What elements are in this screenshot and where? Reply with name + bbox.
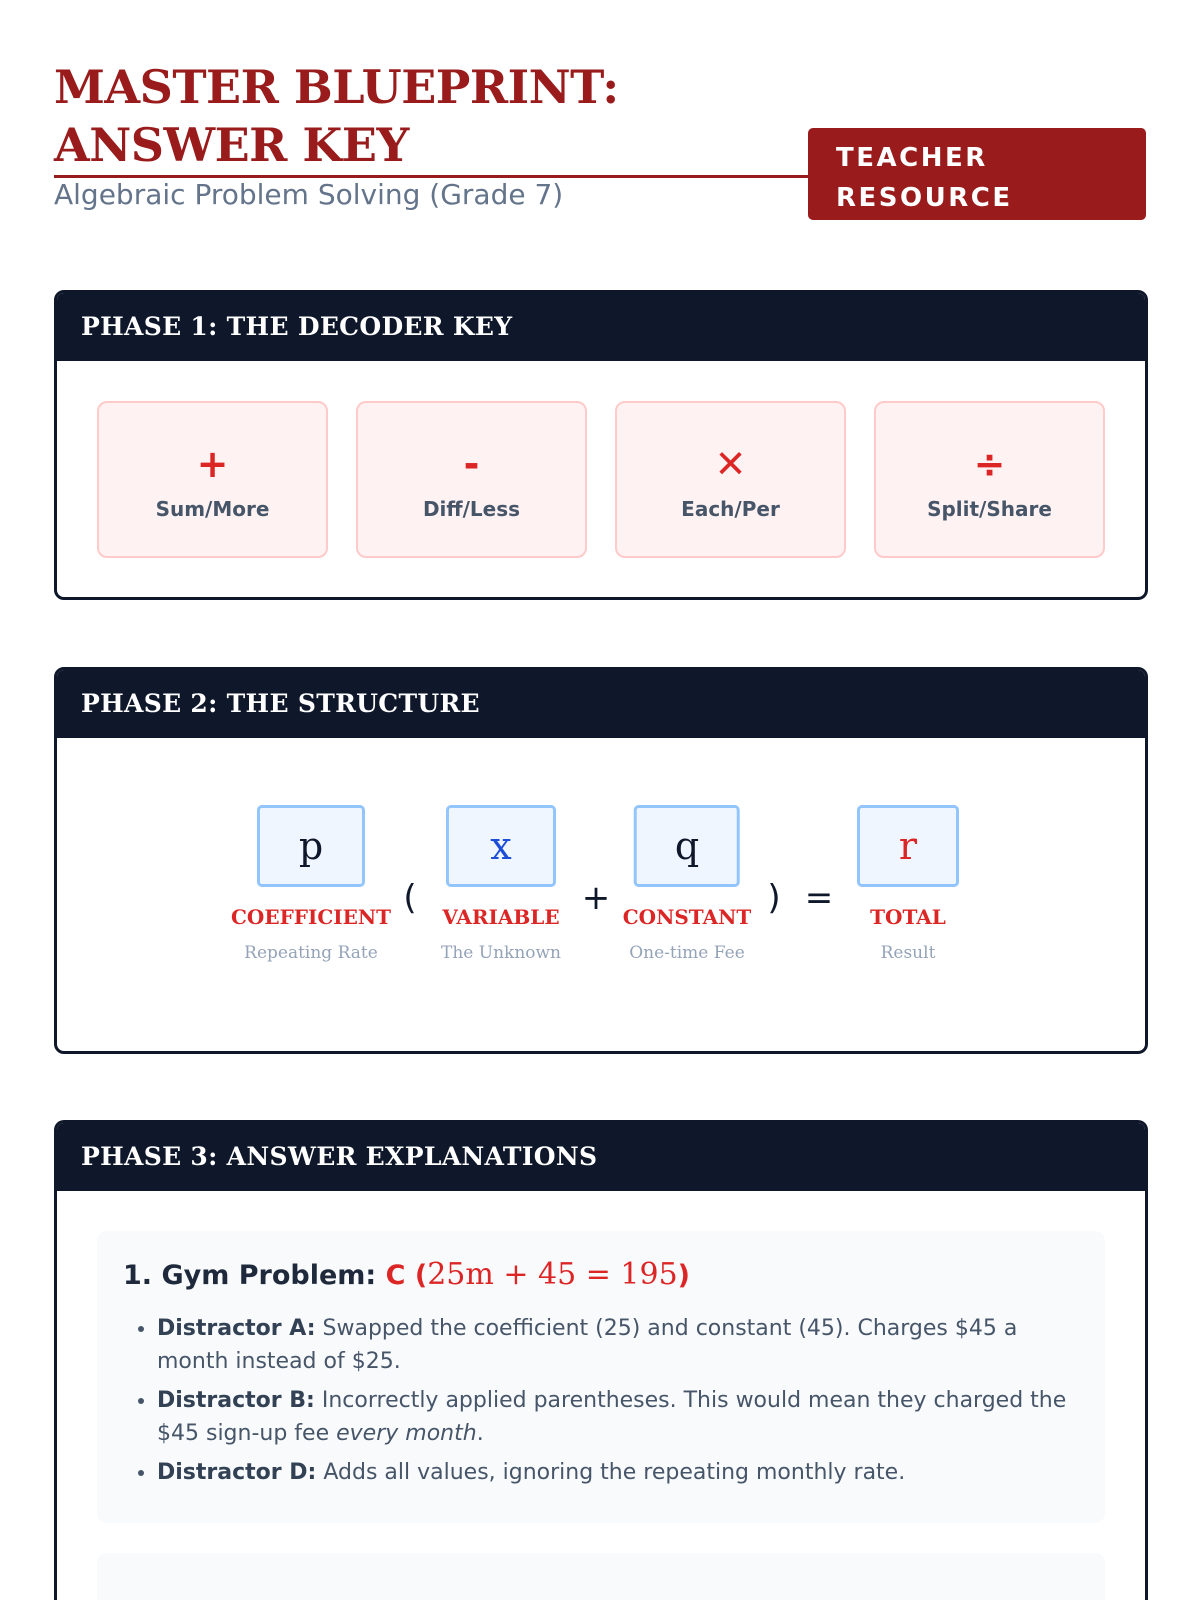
divide-icon: ÷ <box>973 442 1006 486</box>
term-coefficient <box>231 805 391 963</box>
problem-name: 1. Gym Problem: <box>123 1260 377 1291</box>
phase3-title: PHASE 3: ANSWER EXPLANATIONS <box>57 1123 1145 1191</box>
explanation-gym <box>97 1231 1105 1523</box>
term-symbol: x <box>446 805 556 887</box>
answer-close: ) <box>677 1260 691 1291</box>
page-subtitle: Algebraic Problem Solving (Grade 7) <box>54 178 564 211</box>
term-name: TOTAL <box>870 905 946 929</box>
multiply-icon: ✕ <box>714 442 747 486</box>
plus-operator: + <box>581 878 611 918</box>
decoder-tile-each <box>615 401 846 558</box>
minus-icon: - <box>463 442 480 486</box>
phase2-card <box>54 667 1148 1054</box>
teacher-resource-badge: TEACHER RESOURCE <box>808 128 1146 220</box>
phase1-title: PHASE 1: THE DECODER KEY <box>57 293 1145 361</box>
decoder-tile-split <box>874 401 1105 558</box>
close-paren: ) <box>767 878 781 918</box>
term-name: COEFFICIENT <box>230 905 392 929</box>
distractor-list <box>123 1312 1079 1489</box>
equals-operator: = <box>804 878 834 918</box>
correct-answer <box>385 1257 691 1292</box>
term-symbol: q <box>634 805 740 887</box>
distractor-text: Adds all values, ignoring the repeating monthly rate. <box>323 1460 906 1485</box>
term-description: Repeating Rate <box>244 943 378 963</box>
term-description: The Unknown <box>440 943 562 963</box>
term-symbol: p <box>257 805 365 887</box>
decoder-label: Sum/More <box>155 497 270 521</box>
term-total <box>857 805 959 963</box>
distractor-label: Distractor B: <box>157 1388 315 1413</box>
distractor-tail: . <box>476 1421 484 1446</box>
distractor-d <box>157 1456 1079 1489</box>
answer-letter: C ( <box>385 1260 428 1291</box>
phase3-card <box>54 1120 1148 1600</box>
plus-icon: + <box>196 442 229 486</box>
term-name: CONSTANT <box>622 905 752 929</box>
distractor-text: Swapped the coefficient (25) and constant (45). Charges $45 a month instead of $25. <box>157 1316 1018 1374</box>
answer-equation: 25m + 45 = 195 <box>427 1257 678 1292</box>
distractor-label: Distractor A: <box>157 1316 316 1341</box>
decoder-label: Diff/Less <box>422 497 521 521</box>
equation-structure <box>57 738 1145 1048</box>
page-title: MASTER BLUEPRINT: ANSWER KEY <box>54 60 619 172</box>
term-description: One-time Fee <box>629 943 745 963</box>
term-description: Result <box>880 943 936 963</box>
explanation-heading <box>123 1257 1079 1292</box>
term-constant <box>623 805 752 963</box>
phase2-title: PHASE 2: THE STRUCTURE <box>57 670 1145 738</box>
term-symbol: r <box>857 805 959 887</box>
distractor-b <box>157 1384 1079 1450</box>
distractor-text: Incorrectly applied parentheses. This would mean they charged the $45 sign-up fee <box>157 1388 1067 1446</box>
term-variable <box>441 805 561 963</box>
distractor-a <box>157 1312 1079 1378</box>
distractor-label: Distractor D: <box>157 1460 317 1485</box>
decoder-key-grid <box>57 361 1145 598</box>
term-name: VARIABLE <box>442 905 560 929</box>
decoder-label: Split/Share <box>927 497 1052 521</box>
open-paren: ( <box>403 878 417 918</box>
explanation-next <box>97 1553 1105 1600</box>
distractor-emphasis: every month <box>336 1421 477 1446</box>
decoder-label: Each/Per <box>681 497 780 521</box>
decoder-tile-diff <box>356 401 587 558</box>
decoder-tile-sum <box>97 401 328 558</box>
phase1-card <box>54 290 1148 600</box>
